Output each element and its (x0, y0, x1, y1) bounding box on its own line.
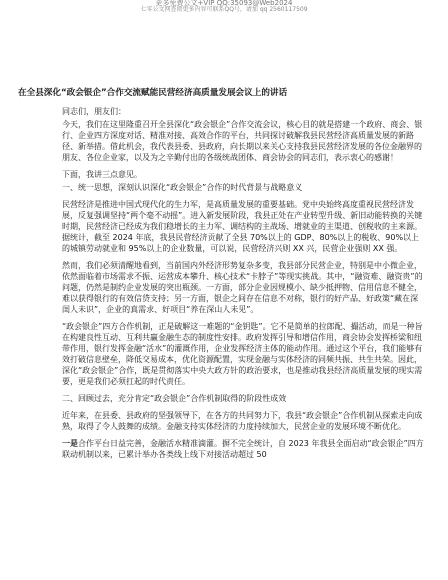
paragraph-intro: 今天，我们在这里隆重召开全县深化“政会银企”合作交流会议，核心目的就是搭建一个政府、商会、银行、企业四方深度对话、精准对接、高效合作的平台，共同探讨破解我县民营经济高质量发展的新路径、新举措。借此机会，我代表县委、县政府，向长期以来关心支持我县民营经济发展的各位金融界的朋友、各位企业家，以及为之辛勤付出的各级统战团体、商会协会的同志们，表示衷心的感谢！ (62, 120, 423, 162)
salutation: 同志们，朋友们： (62, 107, 126, 116)
section-heading-1: 一、统一思想，深刻认识深化“政会银企”合作的时代背景与战略意义 (62, 183, 303, 192)
header-contact-line: 七零公文网查阅更多内容可联系QQ号，请加 qq 2560117509 (140, 6, 308, 13)
paragraph-platform-text: 合作平台日益完善，金融活水精准滴灌。摒不完全统计，自 2023 年我县全面启动“政会银企”四方联动机制以来，已累计举办各类线上线下对接活动超过 50 (62, 439, 424, 459)
section-heading-2: 二、回顾过去，充分肯定“政会银企”合作机制取得的阶段性成效 (62, 394, 287, 403)
paragraph-mechanism: “政会银企”四方合作机制，正是破解这一难题的“金钥匙”。它不是简单的拉郎配、撮活动，而是一种旨在构建良性互动、互利共赢金融生态的制度性安排。政府发挥引导和增信作用，商会协会发挥桥梁和纽带作用，银行发挥金融“活水”的灌溉作用，企业发挥经济主体的能动作用。通过这个平台，我们能够有效打破信息壁垒，降低交易成本，优化资源配置，实现金融与实体经济的同频共振、共生共荣。因此，深化“政会银企”合作，既是贯彻落实中央大政方针的政治要求，也是推动我县经济高质量发展的现实需要，更是我们必须扛起的时代责任。 (62, 322, 423, 386)
top-strip: 更多免费公文+VIP QQ:35093@Web2024 (155, 0, 293, 6)
paragraph-challenges: 然而，我们必须清醒地看到，当前国内外经济形势复杂多变，我县部分民营企业，特别是中小微企业，依然面临着市场需求不振、运营成本攀升、核心技术“卡脖子”等现实挑战。其中，“融资难、融资贵”的问题，仍然是制约企业发展的突出瓶颈。一方面，部分企业因规模小、缺少抵押物、信用信息不健全，难以获得银行的有效信贷支持；另一方面，银企之间存在信息不对称，银行的好产品、好政策“藏在深闺人未识”，企业的真需求、好项目“养在深山人未见”。 (62, 261, 423, 314)
paragraph-outline: 下面，我讲三点意见。 (62, 170, 142, 179)
document-title: 在全县深化“政会银企”合作交流赋能民营经济高质量发展会议上的讲话 (18, 88, 288, 98)
paragraph-background: 民营经济是推进中国式现代化的生力军，是高质量发展的重要基础。党中央始终高度重视民营经济发展，反复强调坚持“两个毫不动摇”。进入新发展阶段，我县正处在产业转型升级、新旧动能转换的关键时期，民营经济已经成为我们稳增长的主力军、调结构的主战场、增就业的主渠道、创税收的主来源。据统计，截至 2024 年底，我县民营经济贡献了全县 70%以上的 GDP、80%以上的税收、90%以上的城镇劳动就业和 95%以上的企业数量，可以说，民营经济兴则 XX 兴，民营企业强则 XX 强。 (62, 200, 423, 253)
paragraph-review: 近年来，在县委、县政府的坚强领导下，在各方的共同努力下，我县“政会银企”合作机制从探索走向成熟，取得了令人鼓舞的成绩。金融支持实体经济的力度持续加大，民营企业的发展环境不断优化。 (62, 411, 423, 431)
lead-marker: 一是 (62, 439, 78, 448)
paragraph-platform (62, 438, 424, 460)
document-body (62, 106, 424, 466)
